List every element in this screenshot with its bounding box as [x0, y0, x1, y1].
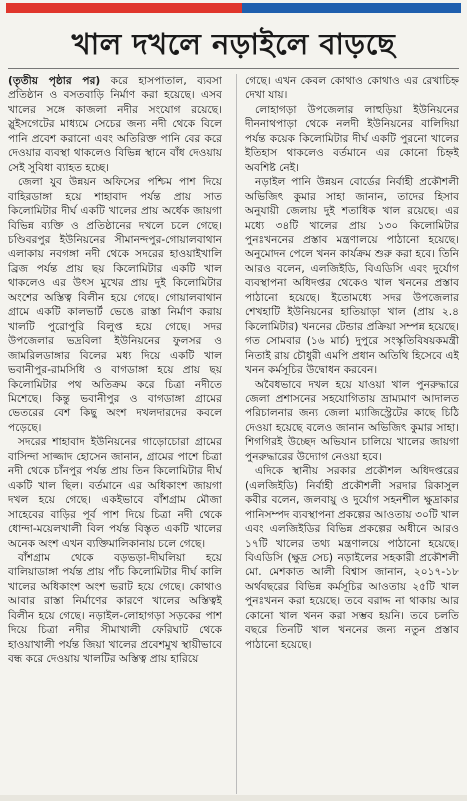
article-column-left [8, 74, 222, 794]
top-bar-red [6, 3, 242, 13]
top-color-bar [0, 0, 467, 20]
paragraph-3: সদরের শাহাবাদ ইউনিয়নের গাড়োচোরা গ্রামের বাসিন্দা সাজ্জাদ হোসেন জানান, গ্রামের পাশে চিত্রা নদী থেকে চাঁনপুর পর্যন্ত প্রায় তিন কিলোমিটার দীর্ঘ একটি খাল ছিল। বর্তমানে এর অধিকাংশ জায়গা দখল হয়ে গেছে। একইভাবে বাঁশগ্রাম মৌজা সাহেবের বাড়ির পূর্ব পাশ দিয়ে চিত্রা নদী থেকে ধোন্দা-ময়েলখালী বিল পর্যন্ত বিস্তৃত একটি খালের অনেক অংশ এখন ব্যক্তিমালিকানায় চলে গেছে। [8, 436, 222, 550]
paragraph-1-text: করে হাসপাতাল, ব্যবসা প্রতিষ্ঠান ও বসতবাড়ি নির্মাণ করা হয়েছে। এসব খালের সঙ্গে কাজলা নদীর সংযোগ রয়েছে। স্লুইসগেটের মাধ্যমে সেচের জন্য নদী থেকে বিলে পানি প্রবেশ করানো এবং অতিরিক্ত পানি বের করে দেওয়ার ব্যবস্থা থাকলেও বিভিন্ন স্থানে বাঁধ দেওয়ায় সেই সুবিধা ব্যাহত হচ্ছে। [8, 75, 222, 174]
paragraph-8: অবৈধভাবে দখল হয়ে যাওয়া খাল পুনরুদ্ধারে জেলা প্রশাসনের সহযোগিতায় ভ্রাম্যমাণ আদালত পরিচালনার জন্য জেলা ম্যাজিস্ট্রেটের কাছে চিঠি দেওয়া হয়েছে বলেও জানান অভিজিৎ কুমার সাহা। শিগগিরই উচ্ছেদ অভিযান চালিয়ে খালের জায়গা পুনরুদ্ধারের উদ্যোগ নেওয়া হবে। [245, 378, 459, 463]
bottom-strip [0, 795, 467, 801]
paragraph-9: এদিকে স্থানীয় সরকার প্রকৌশল অধিদপ্তরের (এলজিইডি) নির্বাহী প্রকৌশলী সরদার রিকাসুল কবীর বলেন, জলবায়ু ও দুর্যোগ সহনশীল ক্ষুদ্রাকার পানিসম্পদ ব্যবস্থাপনা প্রকল্পের আওতায় ৩০টি খাল এবং এলজিইডির বিভিন্ন প্রকল্পের অধীনে আরও ১৭টি খালের তথ্য মন্ত্রণালয়ে পাঠানো হয়েছে। বিএডিসি (ক্ষুদ্র সেচ) নড়াইলের সহকারী প্রকৌশলী মো. মেশকাত আলী বিশ্বাস জানান, ২০১৭-১৮ অর্থবছরের বিভিন্ন কর্মসূচির আওতায় ২৫টি খাল পুনঃখনন করা হয়েছে। তবে বরাদ্দ না থাকায় আর কোনো খাল খনন করা সম্ভব হয়নি। তবে চলতি বছরে তিনটি খাল খননের জন্য নতুন প্রস্তাব পাঠানো হয়েছে। [245, 465, 459, 651]
paragraph-4: বাঁশগ্রাম থেকে বড়ভড়া-দীঘলিয়া হয়ে বালিয়াডাঙ্গা পর্যন্ত প্রায় পাঁচ কিলোমিটার দীর্ঘ কালি খালের অধিকাংশ অংশ ভরাট হয়ে গেছে। কোথাও আবার রাস্তা নির্মাণের কারণে খালের অস্তিত্বই বিলীন হয়ে গেছে। নড়াইল-লোহাগড়া সড়কের পাশ দিয়ে চিত্রা নদীর সীমাখালী ফেরিঘাট থেকে হাওয়াখালী পর্যন্ত জিয়া খালের প্রবেশমুখ স্থায়ীভাবে বন্ধ করে দেওয়ায় খালটির অস্তিত্ব প্রায় হারিয়ে [8, 551, 222, 666]
column-divider [236, 74, 237, 794]
paragraph-1 [8, 74, 222, 175]
paragraph-5: গেছে। এখন কেবল কোথাও কোথাও এর রেখাচিহ্ন দেখা যায়। [245, 75, 459, 102]
top-bar-blue [242, 3, 461, 13]
article-column-right [245, 74, 459, 794]
headline-rule [8, 68, 459, 69]
continuation-label: (তৃতীয় পৃষ্ঠার পর) [8, 75, 101, 87]
paragraph-7: নড়াইল পানি উন্নয়ন বোর্ডের নির্বাহী প্রকৌশলী অভিজিৎ কুমার সাহা জানান, তাদের হিসাব অনুযায়ী জেলায় দুই শতাধিক খাল রয়েছে। এর মধ্যে ৩৪টি খালের প্রায় ১৩০ কিলোমিটার পুনঃখননের প্রস্তাব মন্ত্রণালয়ে পাঠানো হয়েছে। অনুমোদন পেলে খনন কার্যক্রম শুরু করা হবে। তিনি আরও বলেন, এলজিইডি, বিএডিসি এবং দুর্যোগ ব্যবস্থাপনা অধিদপ্তর থেকেও খাল খননের প্রস্তাব পাঠানো হয়েছে। ইতোমধ্যে সদর উপজেলার শেখহাটি ইউনিয়নের হাতিয়াড়া খাল (প্রায় ২.৪ কিলোমিটার) খননের টেন্ডার প্রক্রিয়া সম্পন্ন হয়েছে। গত সোমবার (১৬ মার্চ) দুপুরে সংস্কৃতিবিষয়কমন্ত্রী নিতাই রায় চৌধুরী এমপি প্রধান অতিথি হিসেবে এই খনন কর্মসূচির উদ্বোধন করবেন। [245, 176, 459, 377]
headline: খাল দখলে নড়াইলে বাড়ছে [71, 27, 396, 61]
paragraph-2: জেলা যুব উন্নয়ন অফিসের পশ্চিম পাশ দিয়ে বাহিরডাঙ্গা হয়ে শাহাবাদ পর্যন্ত প্রায় সাত কিলোমিটার দীর্ঘ একটি খালের প্রায় অর্ধেক জায়গা বিভিন্ন ব্যক্তি ও প্রতিষ্ঠানের দখলে চলে গেছে। চণ্ডিবরপুর ইউনিয়নের সীমানন্দপুর-গোয়ালবাথান এলাকায় নবগঙ্গা নদী থেকে সদরের হাওয়াইখালি ব্রিজ পর্যন্ত প্রায় ছয় কিলোমিটার একটি খাল থাকলেও এর উৎস মুখের প্রায় দুই কিলোমিটার অংশের অস্তিত্ব বিলীন হয়ে গেছে। গোয়ালবাথান গ্রামে একটি কালভার্ট ভেঙে রাস্তা নির্মাণ করায় খালটি পুরোপুরি বিলুপ্ত হয়ে গেছে। সদর উপজেলার ভদ্রবিলা ইউনিয়নের ফুলসর ও জামরিলডাঙ্গার বিলের মধ্য দিয়ে একটি খাল ভবানীপুর-রামসিধি ও বাগডাঙ্গা হয়ে প্রায় ছয় কিলোমিটার পথ অতিক্রম করে চিত্রা নদীতে মিশেছে। কিন্তু ভবানীপুর ও বাগডাঙ্গা গ্রামের ভেতরের বেশ কিছু অংশ দখলদারদের কবলে পড়েছে। [8, 176, 222, 434]
paragraph-6: লোহাগড়া উপজেলার লাহুড়িয়া ইউনিয়নের দীননাথপাড়া থেকে নলদী ইউনিয়নের বালিদিয়া পর্যন্ত কয়েক কিলোমিটার দীর্ঘ একটি পুরনো খালের ইতিহাস থাকলেও বর্তমানে এর কোনো চিহ্নই অবশিষ্ট নেই। [245, 103, 459, 174]
